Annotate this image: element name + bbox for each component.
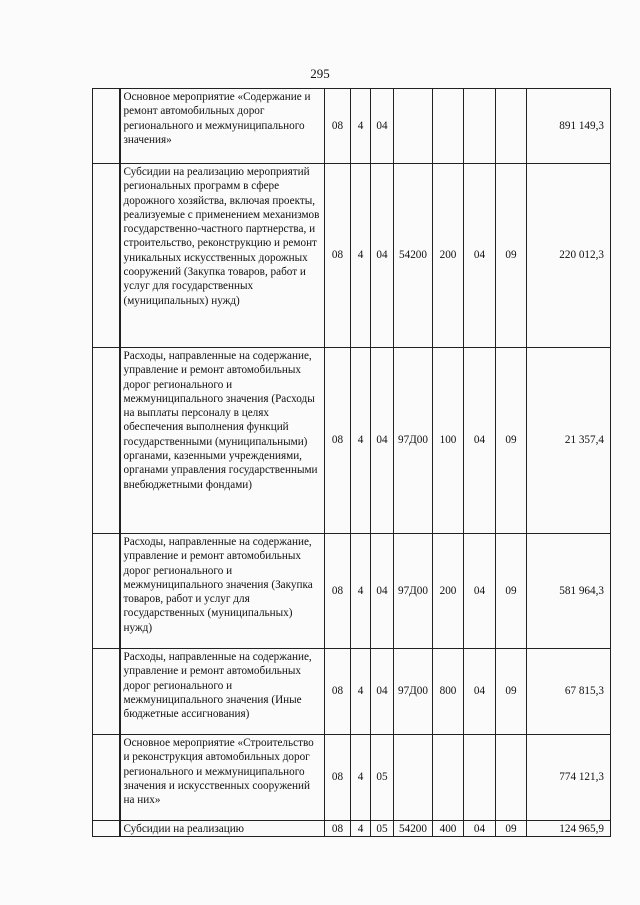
table-row bbox=[93, 89, 611, 164]
code-cell bbox=[433, 735, 464, 821]
code-cell: 97Д00 bbox=[394, 348, 433, 534]
code-cell bbox=[394, 89, 433, 164]
code-cell: 04 bbox=[464, 348, 496, 534]
index-cell bbox=[93, 348, 120, 534]
code-cell: 09 bbox=[496, 348, 527, 534]
table-row bbox=[93, 348, 611, 534]
table-row bbox=[93, 735, 611, 821]
item-name-cell: Расходы, направленные на содержание, управление и ремонт автомобильных дорог регионального и межмуниципального значения (Расходы на выплаты персоналу в целях обеспечения выполнения функций государственными (муниципальными) органами, казенными учреждениями, органами управления государственными внебюджетными фондами) bbox=[120, 348, 325, 534]
item-name-cell: Основное мероприятие «Строительство и реконструкция автомобильных дорог регионального и межмуниципального значения и искусственных сооружений на них» bbox=[120, 735, 325, 821]
code-cell: 54200 bbox=[394, 821, 433, 837]
item-name-cell: Основное мероприятие «Содержание и ремонт автомобильных дорог регионального и межмуниципального значения» bbox=[120, 89, 325, 164]
amount-cell: 21 357,4 bbox=[527, 348, 611, 534]
code-cell: 54200 bbox=[394, 164, 433, 348]
code-cell: 09 bbox=[496, 649, 527, 735]
item-name-cell: Субсидии на реализацию мероприятий региональных программ в сфере дорожного хозяйства, включая проекты, реализуемые с применением механизмов государственно-частного партнерства, и строительство, реконструкцию и ремонт уникальных искусственных дорожных сооружений (Закупка товаров, работ и услуг для государственных (муниципальных) нужд) bbox=[120, 164, 325, 348]
code-cell: 4 bbox=[351, 348, 371, 534]
amount-cell: 124 965,9 bbox=[527, 821, 611, 837]
table-row bbox=[93, 649, 611, 735]
code-cell: 97Д00 bbox=[394, 534, 433, 649]
table-row bbox=[93, 821, 611, 837]
code-cell: 04 bbox=[371, 348, 394, 534]
code-cell: 08 bbox=[325, 534, 351, 649]
code-cell: 08 bbox=[325, 348, 351, 534]
amount-cell: 581 964,3 bbox=[527, 534, 611, 649]
code-cell: 09 bbox=[496, 534, 527, 649]
code-cell: 97Д00 bbox=[394, 649, 433, 735]
code-cell: 08 bbox=[325, 821, 351, 837]
amount-cell: 67 815,3 bbox=[527, 649, 611, 735]
table-row bbox=[93, 534, 611, 649]
code-cell: 04 bbox=[464, 821, 496, 837]
index-cell bbox=[93, 534, 120, 649]
item-name-cell: Расходы, направленные на содержание, управление и ремонт автомобильных дорог регионального и межмуниципального значения (Закупка товаров, работ и услуг для государственных (муниципальных) нужд) bbox=[120, 534, 325, 649]
index-cell bbox=[93, 164, 120, 348]
code-cell: 400 bbox=[433, 821, 464, 837]
code-cell: 200 bbox=[433, 164, 464, 348]
code-cell: 04 bbox=[371, 164, 394, 348]
code-cell bbox=[464, 735, 496, 821]
code-cell: 100 bbox=[433, 348, 464, 534]
budget-table bbox=[92, 88, 611, 837]
code-cell: 04 bbox=[464, 649, 496, 735]
code-cell: 04 bbox=[371, 649, 394, 735]
code-cell: 04 bbox=[464, 164, 496, 348]
index-cell bbox=[93, 89, 120, 164]
code-cell bbox=[496, 89, 527, 164]
code-cell: 09 bbox=[496, 164, 527, 348]
index-cell bbox=[93, 821, 120, 837]
code-cell: 04 bbox=[464, 534, 496, 649]
item-name-cell: Субсидии на реализацию bbox=[120, 821, 325, 837]
index-cell bbox=[93, 735, 120, 821]
code-cell: 05 bbox=[371, 735, 394, 821]
code-cell: 4 bbox=[351, 89, 371, 164]
code-cell: 08 bbox=[325, 89, 351, 164]
code-cell bbox=[433, 89, 464, 164]
code-cell: 800 bbox=[433, 649, 464, 735]
code-cell: 05 bbox=[371, 821, 394, 837]
code-cell: 04 bbox=[371, 89, 394, 164]
code-cell: 4 bbox=[351, 649, 371, 735]
code-cell: 08 bbox=[325, 735, 351, 821]
code-cell: 09 bbox=[496, 821, 527, 837]
code-cell: 4 bbox=[351, 735, 371, 821]
code-cell: 4 bbox=[351, 821, 371, 837]
amount-cell: 774 121,3 bbox=[527, 735, 611, 821]
code-cell bbox=[464, 89, 496, 164]
code-cell: 08 bbox=[325, 649, 351, 735]
code-cell: 200 bbox=[433, 534, 464, 649]
amount-cell: 891 149,3 bbox=[527, 89, 611, 164]
code-cell: 4 bbox=[351, 534, 371, 649]
code-cell: 04 bbox=[371, 534, 394, 649]
code-cell: 4 bbox=[351, 164, 371, 348]
table-row bbox=[93, 164, 611, 348]
code-cell: 08 bbox=[325, 164, 351, 348]
code-cell bbox=[496, 735, 527, 821]
item-name-cell: Расходы, направленные на содержание, управление и ремонт автомобильных дорог регионального и межмуниципального значения (Иные бюджетные ассигнования) bbox=[120, 649, 325, 735]
code-cell bbox=[394, 735, 433, 821]
amount-cell: 220 012,3 bbox=[527, 164, 611, 348]
page-number: 295 bbox=[310, 66, 330, 81]
index-cell bbox=[93, 649, 120, 735]
